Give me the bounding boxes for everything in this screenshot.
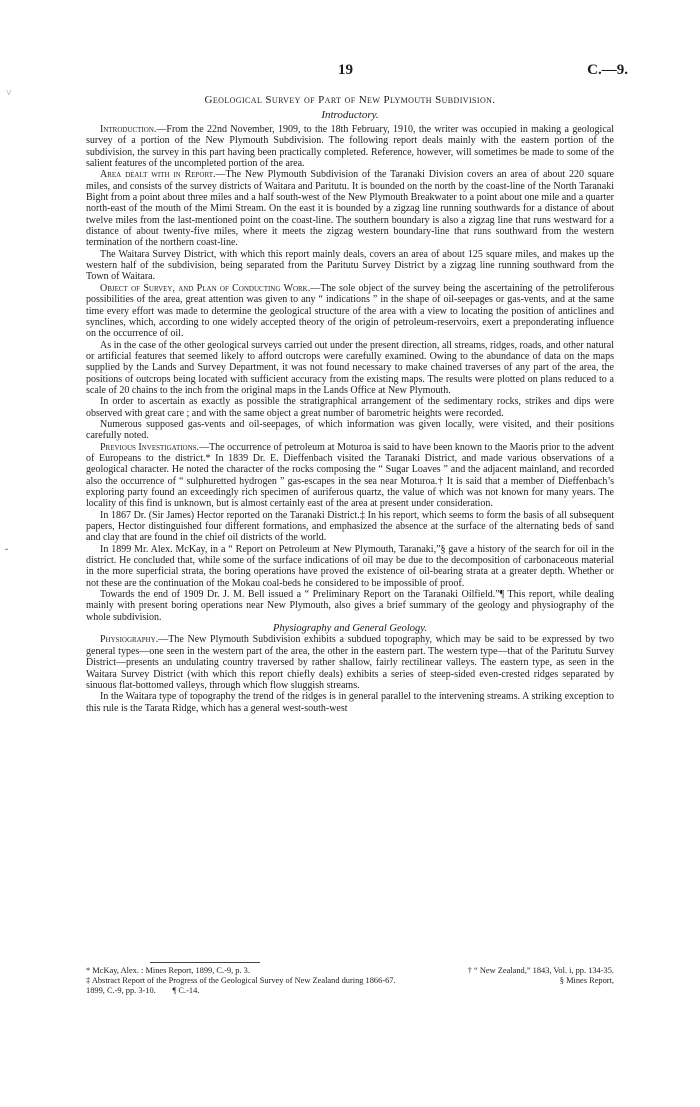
margin-mark-icon: ˅ [6, 88, 12, 99]
body-text [86, 124, 614, 714]
paragraph-text: In the Waitara type of topography the trend of the ridges is in general parallel to the intervening streams. A striking exception to this rule is the Tarata Ridge, which has a general west-south-west [86, 691, 614, 714]
paragraph-text: —The sole object of the survey being the ascertaining of the petroliferous possibilities of the area, great attention was given to any “ indications ” in the shape of oil-seepages or gas-vents, and at the same time every effort was made to determine the geological structure of the area with a view to locating the position of anticlines and synclines, which, according to one widely accepted theory of the origin of petroleum-reservoirs, exert a preponderating influence on the occurrence of oil. [86, 282, 614, 340]
footnote: † “ New Zealand,” 1843, Vol. i, pp. 134-35. [467, 966, 614, 975]
page-number: 19 [338, 62, 353, 78]
footnote-divider [150, 962, 260, 963]
page-header [0, 62, 700, 84]
paragraph [86, 124, 614, 169]
paragraph-text: —The New Plymouth Subdivision exhibits a subdued topography, which may be said to be expressed by two general types—one seen in the western part of the area, the other in the eastern part. The western type—that of the Paritutu Survey District—presents an undulating country traversed by rather shallow, fairly rectilinear valleys. The eastern type, as seen in the Waitara Survey District (with which this report chiefly deals) exhibits a series of steep-sided even-crested ridges separated by sinuous flat-bottomed valleys, through which flow sluggish streams. [86, 634, 614, 691]
paragraph-text: —From the 22nd November, 1909, to the 18th February, 1910, the writer was occupied in making a geological survey of a portion of the New Plymouth Subdivision. The following report deals mainly with the eastern portion of the subdivision, the survey in this part having been practically completed. Reference, however, will sometimes be made to some of the salient features of the uncompleted portion of the area. [86, 124, 614, 170]
paragraph-text: The Waitara Survey District, with which this report mainly deals, covers an area of about 125 square miles, and makes up the western half of the subdivision, being separated from the Paritutu Survey District by a zigzag line running southward from the Town of Waitara. [86, 248, 614, 283]
footnote: ‡ Abstract Report of the Progress of the Geological Survey of New Zealand during 1866-67. [86, 976, 396, 985]
section-heading-physiography: Physiography and General Geology. [273, 623, 427, 635]
paragraph-lead: Previous Investigations. [100, 441, 200, 453]
paragraph [86, 340, 614, 397]
paragraph [86, 589, 614, 623]
footnote: 1899, C.-9, pp. 3-10. ¶ C.-14. [86, 986, 200, 995]
paragraph-text: —The occurrence of petroleum at Moturoa is said to have been known to the Maoris prior to the advent of Europeans to the district.* In 1839 Dr. E. Dieffenbach visited the Taranaki District, and made various observations of a geological character. He noted the character of the rocks composing the “ Sugar Loaves ” and the adjacent mainland, and recorded also the occurrence of “ sulphuretted hydrogen ” gas-escapes in the sea near Moturoa.† It is said that a member of Dieffenbach’s exploring party found an exceedingly rich specimen of auriferous quartz, the value of which was not known for many years. The locality of this find is unknown, but is almost certainly east of the area at present under consideration. [86, 441, 614, 510]
section-heading-introductory: Introductory. [321, 109, 379, 121]
paragraph [86, 396, 614, 419]
paragraph [86, 510, 614, 544]
footnote: § Mines Report, [559, 976, 614, 985]
document-reference: C.—9. [587, 62, 628, 78]
report-title: Geological Survey of Part of New Plymouth Subdivision. [204, 94, 496, 106]
paragraph-text: As in the case of the other geological surveys carried out under the present direction, all streams, ridges, roads, and other natural or artificial features that seemed likely to afford outcrops were carefully examined. Owing to the abundance of data on the maps supplied by the Lands and Survey Department, it was not found necessary to make chained traverses of any part of the area, the positions of outcrops being located with sufficient accuracy from the existing maps. The results were plotted on plans reduced to a scale of 20 chains to the inch from the original maps in the Lands Office at New Plymouth. [86, 339, 614, 396]
paragraph [86, 442, 614, 510]
paragraph-lead: Area dealt with in Report. [100, 169, 216, 181]
footnote-row [86, 986, 614, 996]
paragraph-lead: Physiography. [100, 634, 159, 646]
paragraph-text: Numerous supposed gas-vents and oil-seepages, of which information was given locally, were visited, and their positions carefully noted. [86, 418, 614, 442]
paragraph-lead: Object of Survey, and Plan of Conducting Work. [100, 282, 311, 294]
paragraph [86, 544, 614, 589]
paragraph-text: In order to ascertain as exactly as possible the stratigraphical arrangement of the sedimentary rocks, strikes and dips were observed with great care ; and with the same object a great number of barometric heights were recorded. [86, 396, 614, 419]
paragraph-text: —The New Plymouth Subdivision of the Taranaki Division covers an area of about 220 square miles, and consists of the survey districts of Waitara and Paritutu. It is bounded on the north by the coast-line of the North Taranaki Bight from a point about three miles and a half south-west of the New Plymouth Breakwater to a point about one mile and a quarter north-east of the mouth of the Mimi Stream. On the east it is bounded by a zigzag line running southwards for a distance of about twelve miles from the last-mentioned point on the coast-line. The southern boundary is also a zigzag line that runs westward for a distance of about twenty-five miles, where it meets the zigzag western boundary-line that runs southward from the western termination of the northern coast-line. [86, 169, 614, 249]
paragraph-lead: Introduction. [100, 124, 157, 135]
paragraph [86, 283, 614, 340]
paragraph [86, 249, 614, 283]
footnote-row [86, 966, 614, 976]
footnotes [86, 966, 614, 996]
paragraph [86, 419, 614, 442]
paragraph [86, 691, 614, 714]
footnote: * McKay, Alex. : Mines Report, 1899, C.-9, p. 3. [86, 966, 250, 975]
footnote-row [86, 976, 614, 986]
paragraph-text: Towards the end of 1909 Dr. J. M. Bell issued a “ Preliminary Report on the Taranaki Oilfield.”¶ This report, while dealing mainly with present boring operations near New Plymouth, also gives a brief summary of the geology and physiography of the whole subdivision. [86, 589, 614, 623]
paragraph [86, 634, 614, 691]
paragraph [86, 169, 614, 248]
paragraph-text: In 1899 Mr. Alex. McKay, in a “ Report on Petroleum at New Plymouth, Taranaki,”§ gave a history of the search for oil in the district. He concluded that, while some of the surface indications of oil may be due to the decomposition of carbonaceous material in the more superficial strata, the boring operations have proved the existence of oil-bearing strata at a greater depth. Whether or not these are the continuation of the Mokau coal-beds he considered to be impossible of proof. [86, 543, 614, 589]
paragraph-text: In 1867 Dr. (Sir James) Hector reported on the Taranaki District.‡ In his report, which seems to form the basis of all subsequent papers, Hector distinguished four different formations, and emphasized the absence at the surface of the alternating beds of sand and clay that are found in the chief oil districts of the world. [86, 509, 614, 544]
margin-mark-icon: ⁃ [4, 545, 9, 556]
